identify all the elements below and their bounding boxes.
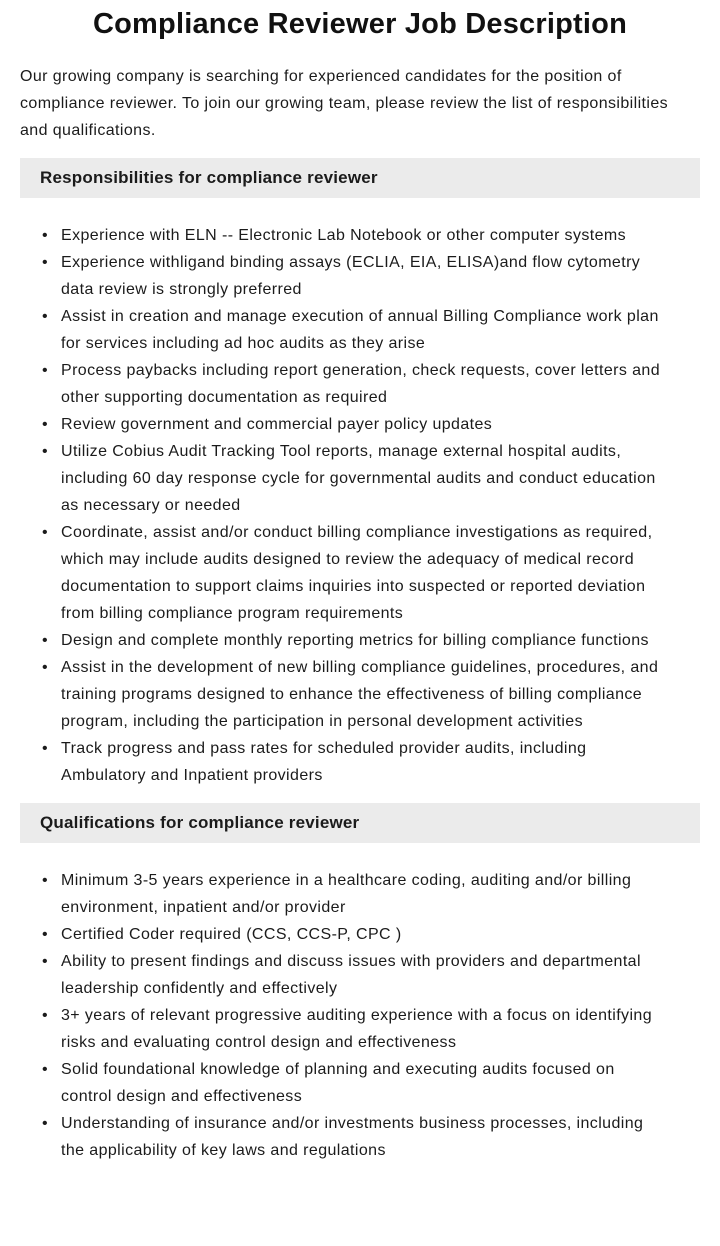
intro-paragraph: Our growing company is searching for experienced candidates for the position of compliance reviewer. To join our growing team, please review the list of responsibilities and qualifications.	[20, 68, 669, 139]
list-item: • 3+ years of relevant progressive auditing experience with a focus on identifying risks and evaluating control design and effectiveness	[41, 1002, 661, 1056]
list-item: • Assist in creation and manage execution of annual Billing Compliance work plan for services including ad hoc audits as they arise	[41, 303, 661, 357]
list-item: • Track progress and pass rates for scheduled provider audits, including Ambulatory and Inpatient providers	[41, 735, 661, 789]
list-item: • Ability to present findings and discuss issues with providers and departmental leadership confidently and effectively	[41, 948, 661, 1002]
page-title: Compliance Reviewer Job Description	[93, 8, 627, 40]
list-item: • Experience withligand binding assays (ECLIA, EIA, ELISA)and flow cytometry data review is strongly preferred	[41, 249, 661, 303]
list-item: • Experience with ELN -- Electronic Lab Notebook or other computer systems	[41, 222, 661, 249]
qualifications-heading-label: Qualifications for compliance reviewer	[40, 813, 360, 832]
list-item: • Review government and commercial payer policy updates	[41, 411, 661, 438]
list-item: • Coordinate, assist and/or conduct billing compliance investigations as required, which may include audits designed to review the adequacy of medical record documentation to support claims inquiries into suspected or reported deviation from billing compliance program requirements	[41, 519, 661, 627]
qualifications-list	[20, 867, 700, 1164]
list-item: • Process paybacks including report generation, check requests, cover letters and other supporting documentation as required	[41, 357, 661, 411]
responsibilities-section-header	[20, 158, 700, 198]
responsibilities-heading-label: Responsibilities for compliance reviewer	[40, 168, 378, 187]
list-item: • Design and complete monthly reporting metrics for billing compliance functions	[41, 627, 661, 654]
list-item: • Utilize Cobius Audit Tracking Tool reports, manage external hospital audits, including 60 day response cycle for governmental audits and conduct education as necessary or needed	[41, 438, 661, 519]
responsibilities-list	[20, 222, 700, 789]
list-item: • Solid foundational knowledge of planning and executing audits focused on control design and effectiveness	[41, 1056, 661, 1110]
list-item: • Understanding of insurance and/or investments business processes, including the applicability of key laws and regulations	[41, 1110, 661, 1164]
list-item: • Certified Coder required (CCS, CCS-P, CPC )	[41, 921, 661, 948]
list-item: • Minimum 3-5 years experience in a healthcare coding, auditing and/or billing environment, inpatient and/or provider	[41, 867, 661, 921]
list-item: • Assist in the development of new billing compliance guidelines, procedures, and training programs designed to enhance the effectiveness of billing compliance program, including the participation in personal development activities	[41, 654, 661, 735]
qualifications-section-header	[20, 803, 700, 843]
